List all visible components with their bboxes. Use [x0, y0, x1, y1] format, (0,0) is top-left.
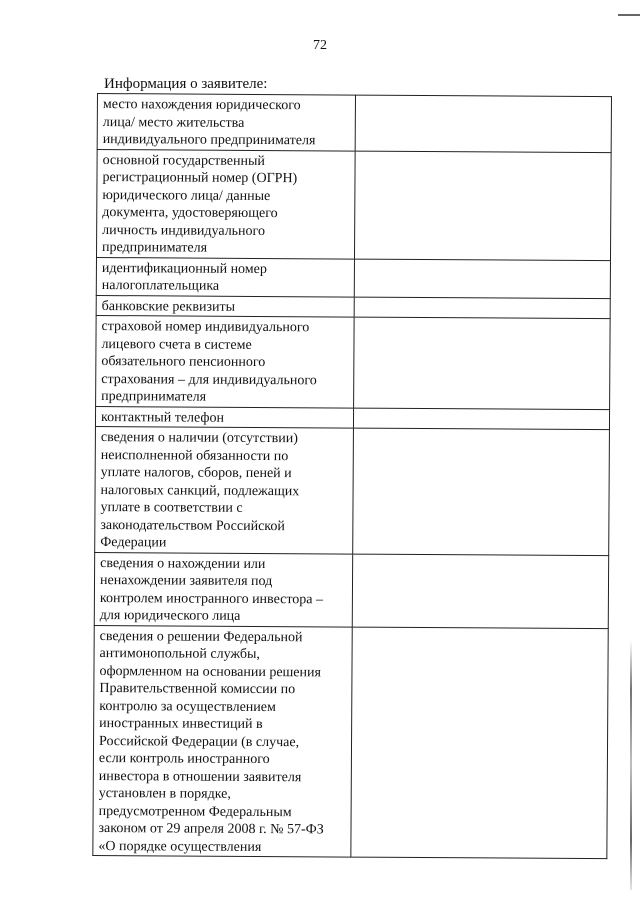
table-row [96, 295, 610, 319]
table-row [94, 552, 608, 628]
row-value-cell[interactable] [353, 428, 610, 555]
row-value [358, 556, 604, 558]
scan-artifact-edge [630, 640, 632, 890]
row-value [360, 299, 606, 301]
row-value-cell[interactable] [355, 95, 611, 152]
row-label-cell [94, 552, 352, 627]
row-value [358, 629, 604, 631]
row-label-cell [95, 406, 353, 428]
row-value-cell[interactable] [354, 297, 610, 319]
row-label: идентификационный номер налогоплательщика [101, 260, 267, 294]
row-label-cell [96, 149, 355, 259]
row-label-cell [97, 94, 355, 151]
table-row [96, 315, 611, 409]
row-value [361, 153, 607, 155]
row-label: банковские реквизиты [101, 298, 236, 315]
row-label: сведения о нахождении или ненахождении заявителя под контролем иностранного инвестора – для юридического лица [99, 555, 324, 624]
row-value [359, 410, 605, 412]
row-value [360, 320, 606, 322]
table-row [97, 94, 611, 153]
scan-artifact-top [618, 14, 640, 16]
row-value-cell[interactable] [354, 259, 610, 299]
row-value [359, 431, 605, 433]
page-number: 72 [313, 38, 327, 53]
row-label-cell [95, 426, 354, 553]
row-value-cell[interactable] [351, 627, 608, 859]
row-label-cell [96, 257, 354, 297]
section-title: Информация о заявителе: [104, 76, 268, 92]
row-label: контактный телефон [100, 409, 225, 426]
table-row [96, 257, 610, 298]
row-label: основной государственный регистрационный номер (ОГРН) юридического лица/ данные документа, удостоверяющего личность индивидуального предпринимателя [102, 152, 298, 256]
row-label: страховой номер индивидуального лицевого счета в системе обязательного пенсионного страхования – для индивидуального предпринимателя [101, 319, 317, 405]
row-label-cell [96, 315, 355, 407]
table-row [93, 625, 608, 859]
table-row [95, 426, 610, 555]
applicant-info-table [92, 93, 612, 859]
row-value [360, 261, 606, 263]
table-row [96, 149, 611, 260]
row-label: сведения о решении Федеральной антимонопольной службы, оформленном на основании решения Правительственной комиссии по контролю за осуществлением иностранных инвестиций в Российской Федерации (в случае, если контроль иностранного инвестора в отношении заявителя установлен в порядке, предусмотренном Федеральным законом от 29 апреля 2008 г. № 57-ФЗ «О порядке осуществления [98, 628, 324, 855]
row-label-cell [96, 295, 354, 317]
row-value-cell[interactable] [354, 317, 611, 409]
row-value-cell[interactable] [353, 408, 609, 430]
row-value-cell[interactable] [352, 554, 608, 629]
row-value [361, 98, 607, 100]
table-row [95, 406, 609, 430]
row-label: место нахождения юридического лица/ место жительства индивидуального предпринимателя [102, 97, 316, 149]
row-label: сведения о наличии (отсутствии) неисполненной обязанности по уплате налогов, сборов, пеней и налоговых санкций, подлежащих уплате в соответствии с законодательством Российской Федерации [100, 430, 300, 551]
row-value-cell[interactable] [354, 151, 611, 261]
row-label-cell [93, 625, 352, 857]
